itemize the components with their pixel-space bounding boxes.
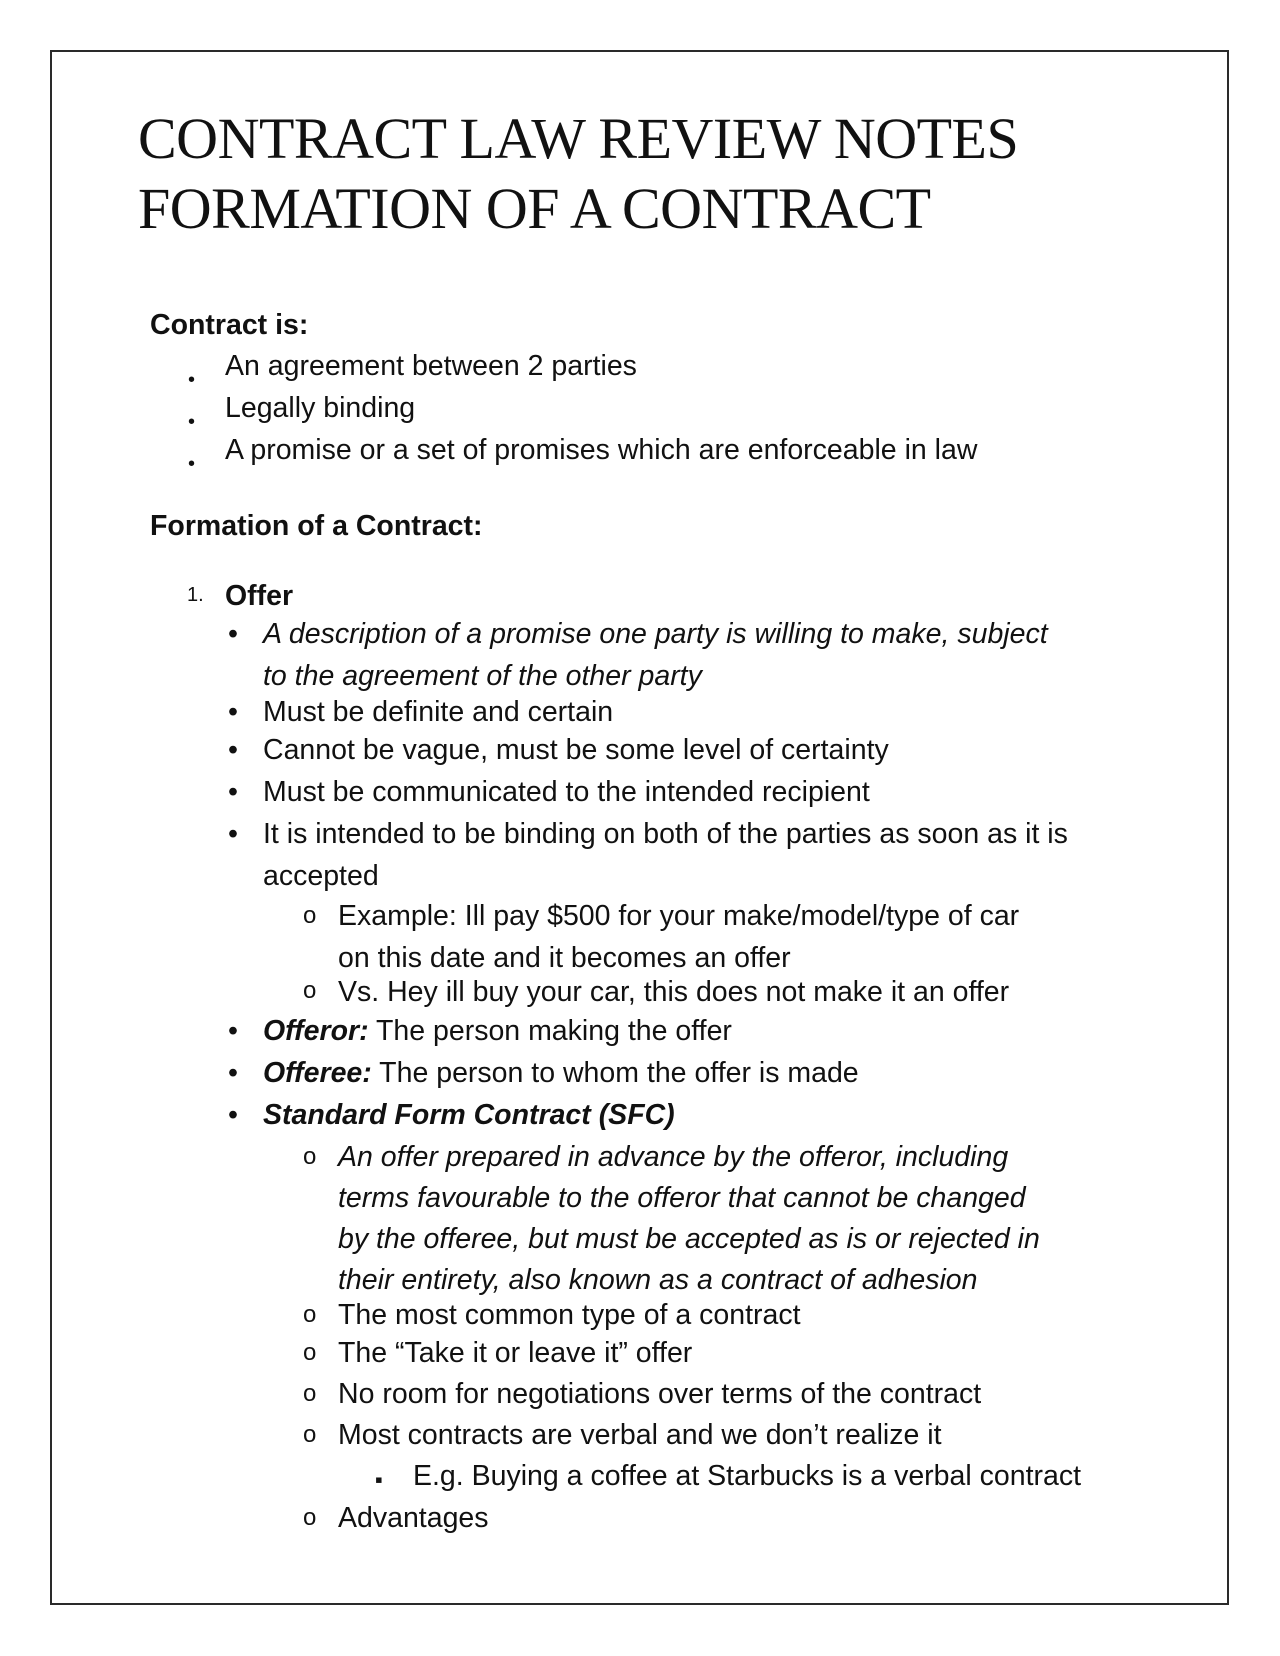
bullet-marker <box>228 696 238 729</box>
offer-point: Cannot be vague, must be some level of certainty <box>263 734 889 766</box>
bullet-marker <box>228 618 238 651</box>
bullet-marker <box>228 1099 238 1132</box>
example-line-2: on this date and it becomes an offer <box>338 942 791 974</box>
bullet-marker <box>228 776 238 809</box>
circle-bullet-marker <box>303 1139 316 1172</box>
circle-bullet-marker <box>303 1417 316 1450</box>
offeror-definition: Offeror: The person making the offer <box>263 1015 732 1047</box>
list-number: 1. <box>187 584 204 606</box>
contract-is-heading: Contract is: <box>150 309 309 341</box>
offer-point: Must be communicated to the intended recipient <box>263 776 870 808</box>
bullet-marker <box>188 361 195 394</box>
circle-bullet-marker <box>303 1500 316 1533</box>
circle-bullet-marker <box>303 898 316 931</box>
offer-definition-line-1: A description of a promise one party is willing to make, subject <box>263 618 1048 650</box>
sfc-label: Standard Form Contract (SFC) <box>263 1099 675 1131</box>
sfc-point: The most common type of a contract <box>338 1299 801 1331</box>
offer-binding-line-1: It is intended to be binding on both of the parties as soon as it is <box>263 818 1068 850</box>
title-line-1: CONTRACT LAW REVIEW NOTES <box>138 106 1019 171</box>
circle-bullet-marker <box>303 1335 316 1368</box>
bullet-marker <box>188 445 195 478</box>
bullet-marker <box>188 403 195 436</box>
offeree-definition: Offeree: The person to whom the offer is made <box>263 1057 859 1089</box>
sfc-point: Most contracts are verbal and we don’t realize it <box>338 1419 942 1451</box>
bullet-marker <box>228 818 238 851</box>
sfc-definition-line: An offer prepared in advance by the offeror, including <box>338 1141 1009 1173</box>
square-bullet-marker <box>375 1462 383 1495</box>
sfc-definition-line: terms favourable to the offeror that cannot be changed <box>338 1182 1026 1214</box>
sfc-point: No room for negotiations over terms of the contract <box>338 1378 982 1410</box>
offer-binding-line-2: accepted <box>263 860 379 892</box>
advantages-item: Advantages <box>338 1502 489 1534</box>
contract-is-item: Legally binding <box>225 392 416 424</box>
circle-bullet-marker <box>303 1297 316 1330</box>
bullet-marker <box>228 1015 238 1048</box>
sfc-definition-line: by the offeree, but must be accepted as is or rejected in <box>338 1223 1040 1255</box>
title-line-2: FORMATION OF A CONTRACT <box>138 176 931 241</box>
bullet-marker <box>228 734 238 767</box>
bullet-marker <box>228 1057 238 1090</box>
contract-is-item: A promise or a set of promises which are enforceable in law <box>225 434 978 466</box>
document-title <box>138 104 1018 244</box>
sfc-example: E.g. Buying a coffee at Starbucks is a verbal contract <box>413 1460 1081 1492</box>
example-line-1: Example: Ill pay $500 for your make/model/type of car <box>338 900 1020 932</box>
offer-definition-line-2: to the agreement of the other party <box>263 660 702 692</box>
versus-example: Vs. Hey ill buy your car, this does not make it an offer <box>338 976 1010 1008</box>
circle-bullet-marker <box>303 1376 316 1409</box>
circle-bullet-marker <box>303 973 316 1006</box>
contract-is-item: An agreement between 2 parties <box>225 350 637 382</box>
formation-heading: Formation of a Contract: <box>150 510 483 542</box>
offer-point: Must be definite and certain <box>263 696 614 728</box>
offer-label: Offer <box>225 580 294 612</box>
sfc-definition-line: their entirety, also known as a contract of adhesion <box>338 1264 978 1296</box>
sfc-point: The “Take it or leave it” offer <box>338 1337 693 1369</box>
